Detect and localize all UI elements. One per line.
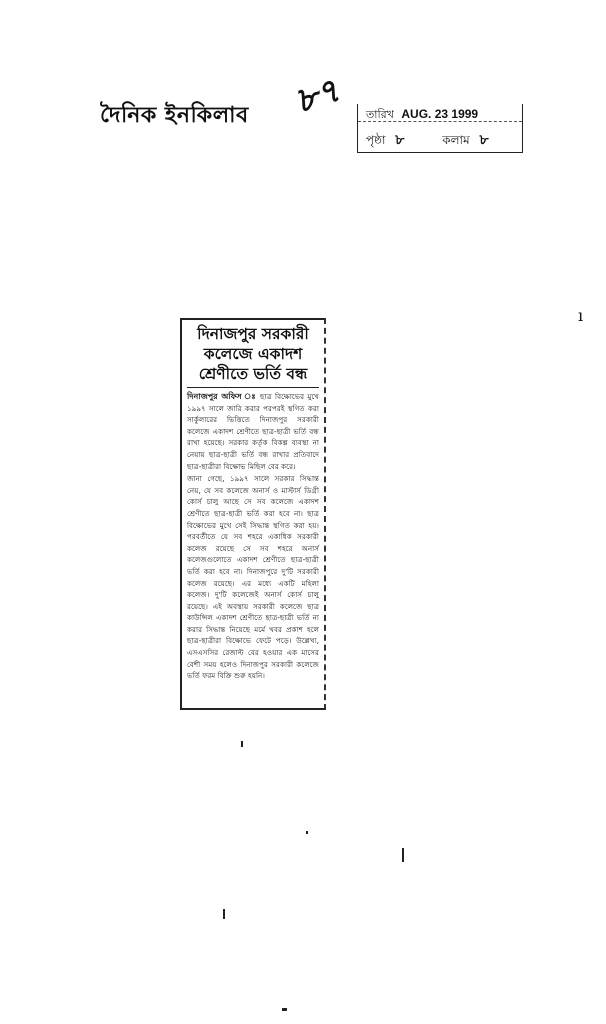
headline-line-2: কলেজে একাদশ	[203, 345, 303, 363]
article-body	[187, 391, 319, 682]
scan-speck	[241, 741, 243, 747]
stamp-date-label: তারিখ	[366, 108, 394, 121]
stamp-date-row	[366, 106, 478, 125]
article-paragraph	[187, 391, 319, 472]
newspaper-clipping	[180, 318, 326, 710]
stamp-column-value: ৮	[479, 132, 489, 148]
stamp-divider	[358, 121, 522, 122]
stamp-page-row	[366, 128, 523, 152]
stamp-date-value: AUG. 23 1999	[401, 107, 479, 121]
stamp-page-label: পৃষ্ঠা	[366, 133, 386, 147]
scan-speck	[306, 831, 308, 834]
archive-number: ৮৭	[290, 70, 345, 122]
scan-speck	[282, 1008, 287, 1011]
scan-mark: ı	[578, 306, 584, 325]
stamp-column-label: কলাম	[442, 133, 470, 147]
stamp-page-value: ৮	[395, 132, 405, 148]
scan-speck	[402, 848, 404, 862]
date-page-stamp	[357, 104, 523, 153]
scan-speck	[223, 909, 225, 919]
headline-line-1: দিনাজপুর সরকারী	[197, 325, 309, 343]
newspaper-masthead: দৈনিক ইনকিলাব	[100, 103, 249, 128]
headline-line-3: শ্রেণীতে ভর্তি বন্ধ	[198, 365, 308, 383]
article-byline: দিনাজপুর অফিস ঃ	[187, 392, 257, 401]
article-paragraph-1: ছাত্র বিক্ষোভের মুখে ১৯৯৭ সালে জারি করার পরপরই স্থগিত করা সার্কুলারের ভিত্তিতে দিনাজপুর সরকারী কলেজে একাদশ শ্রেণীতে ছাত্র-ছাত্রী ভর্তি বন্ধ রাখা হয়েছে। সরকার কর্তৃক বিকল্প ব্যবস্থা না নেয়ায় ছাত্র-ছাত্রী ভর্তি বন্ধ রাখার প্রতিবাদে ছাত্র-ছাত্রীরা বিক্ষোভ মিছিল বের করে।	[187, 392, 319, 471]
article-headline	[187, 324, 319, 388]
article-paragraph-2: জানা গেছে, ১৯৯৭ সালে সরকার সিদ্ধান্ত নেয়, যে সব কলেজে অনার্স ও মাস্টার্স ডিগ্রী কোর্স চালু আছে সে সব কলেজে একাদশ শ্রেণীতে ছাত্র-ছাত্রী ভর্তি করা হবে না। ছাত্র বিক্ষোভের মুখে সেই সিদ্ধান্ত স্থগিত করা হয়। পরবর্তীতে যে সব শহরে একাধিক সরকারী কলেজ রয়েছে সে সব শহরে অনার্স কলেজগুলোতে একাদশ শ্রেণীতে ছাত্র-ছাত্রী ভর্তি করা হবে না। দিনাজপুরে দু'টি সরকারী কলেজ রয়েছে। এর মধ্যে একটি মহিলা কলেজ। দু'টি কলেজেই অনার্স কোর্স চালু রয়েছে। এই অবস্থায় সরকারী কলেজে ছাত্র কাউন্সিল একাদশ শ্রেণীতে ছাত্র-ছাত্রী ভর্তি না করার সিদ্ধান্ত নিয়েছে মর্মে খবর প্রকাশ হলে ছাত্র-ছাত্রীরা বিক্ষোভে ফেটে পড়ে। উল্লেখ্য, এসএসসির রেজাল্ট বের হওয়ার এক মাসের বেশী সময় হলেও দিনাজপুর সরকারী কলেজে ভর্তি ফরম বিক্রি শুরু হয়নি।	[187, 474, 319, 681]
